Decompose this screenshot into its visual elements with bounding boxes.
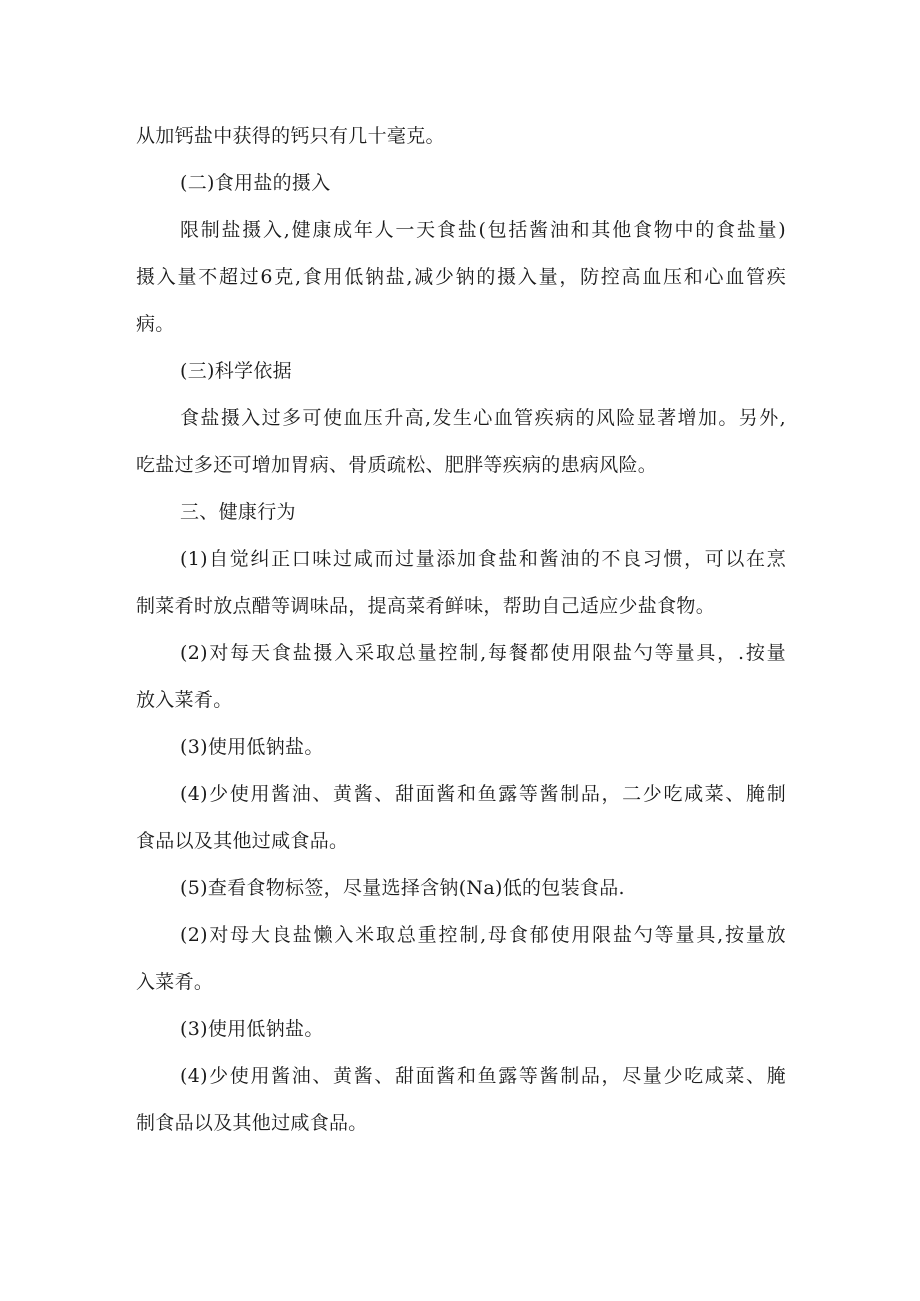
paragraph-line-first: (5)查看食物标签，尽量选择含钠(Na)低的包装食品. (180, 877, 625, 899)
paragraph-line-first: 食盐摄入过多可使血压升高,发生心血管疾病的风险显著增加。另外, (180, 407, 786, 429)
paragraph-line-first: 限制盐摄入,健康成年人一天食盐(包括酱油和其他食物中的食盐量) (180, 219, 786, 241)
paragraph-line: 制菜肴时放点醋等调味品，提高菜肴鲜味，帮助自己适应少盐食物。 (136, 595, 716, 617)
paragraph-line: 放入菜肴。 (136, 689, 233, 711)
paragraph-line-first: (3)使用低钠盐。 (180, 1018, 324, 1040)
document-body (136, 113, 786, 1147)
paragraph-line: 摄入量不超过6克,食用低钠盐,减少钠的摄入量，防控高血压和心血管疾 (136, 266, 786, 288)
paragraph-line-first: (三)科学依据 (180, 360, 292, 382)
paragraph-line-first: (1)自觉纠正口味过咸而过量添加食盐和酱油的不良习惯，可以在烹 (180, 548, 786, 570)
paragraph-line-first: (3)使用低钠盐。 (180, 736, 324, 758)
paragraph-line-first: (4)少使用酱油、黄酱、甜面酱和鱼露等酱制品，二少吃咸菜、腌制 (180, 783, 786, 805)
paragraph-line: 吃盐过多还可增加胃病、骨质疏松、肥胖等疾病的患病风险。 (136, 454, 658, 476)
paragraph-line: 病。 (136, 313, 175, 335)
paragraph-line-first: 从加钙盐中获得的钙只有几十毫克。 (136, 125, 445, 147)
paragraph-line-first: (二)食用盐的摄入 (180, 172, 331, 194)
paragraph-line-first: (2)对每天食盐摄入采取总量控制,每餐都使用限盐勺等量具，.按量 (180, 642, 786, 664)
paragraph-line: 食品以及其他过咸食品。 (136, 830, 349, 852)
paragraph-line: 制食品以及其他过咸食品。 (136, 1112, 368, 1134)
paragraph-line: 入菜肴。 (136, 971, 214, 993)
paragraph-line-first: (2)对母大良盐懒入米取总重控制,母食郁使用限盐勺等量具,按量放 (180, 924, 786, 946)
paragraph-line-first: (4)少使用酱油、黄酱、甜面酱和鱼露等酱制品，尽量少吃咸菜、腌 (180, 1065, 786, 1087)
paragraph-line-first: 三、健康行为 (180, 501, 296, 523)
